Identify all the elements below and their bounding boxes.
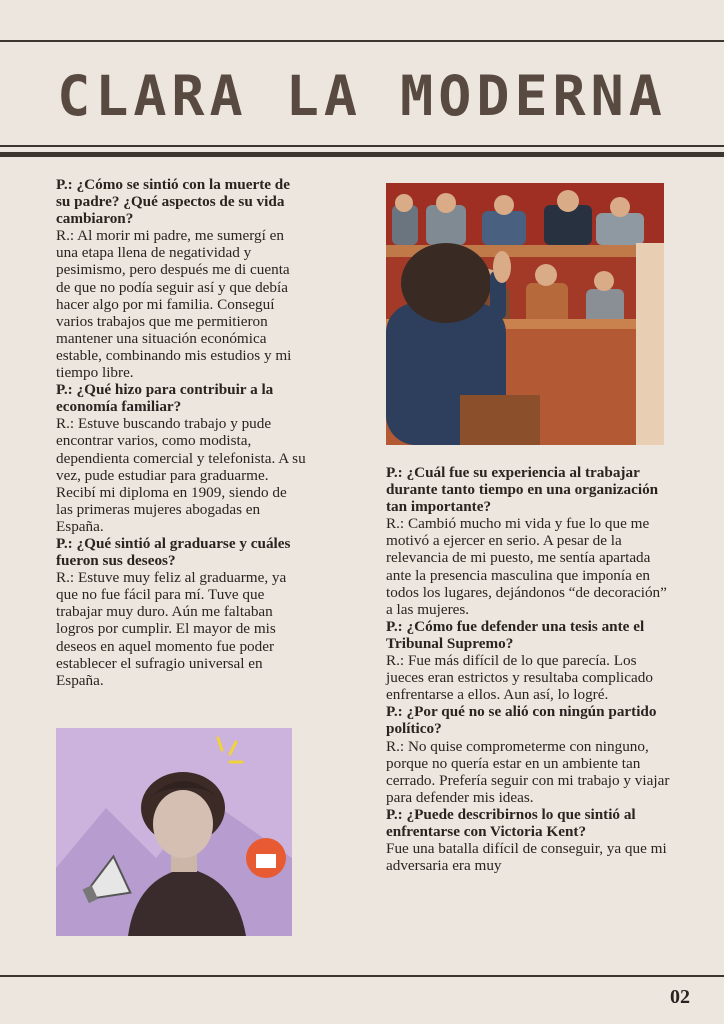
answer-2: R.: Estuve buscando trabajo y pude encontrar varios, como modista, dependienta comercial y telefonista. A su vez, pude estudiar para graduarme. Recibí mi diploma en 1909, siendo de las primeras mujeres abogadas en España. [56,415,306,535]
answer-5: R.: Fue más difícil de lo que parecía. Los jueces eran estrictos y resultaba complicado enfrentarse a ellos. Aun así, lo logré. [386,652,653,704]
clara-portrait-collage [56,728,292,936]
answer-7: Fue una batalla difícil de conseguir, ya que mi adversaria era muy [386,840,667,875]
answer-1: R.: Al morir mi padre, me sumergí en una etapa llena de negatividad y pesimismo, pero después me di cuenta de que no podía seguir así y que debía hacer algo por mi familia. Conseguí varios trabajos que me permitieron mantener una situación económica estable, combinando mis estudios y mi tiempo libre. [56,227,292,382]
question-1: P.: ¿Cómo se sintió con la muerte de su padre? ¿Qué aspectos de su vida cambiaron? [56,176,290,228]
title-rule-thin [0,145,724,147]
question-5: P.: ¿Cómo fue defender una tesis ante el Tribunal Supremo? [386,617,645,652]
answer-3: R.: Estuve muy feliz al graduarme, ya que no fue fácil para mí. Tuve que trabajar muy duro. Aún me faltaban logros por cumplir. El mayor de mis deseos en aquel momento fue poder establecer el sufragio universal en España. [56,569,287,689]
question-2: P.: ¿Qué hizo para contribuir a la economía familiar? [56,381,274,416]
answer-4: R.: Cambió mucho mi vida y fue lo que me motivó a ejercer en serio. A pesar de la relevancia de mi puesto, me sentía apartada ante la presencia masculina que imponía en todos los lugares, dejándonos “de decoración” a las mujeres. [386,515,667,618]
page-title: CLARA LA MODERNA [57,64,667,128]
answer-6: R.: No quise comprometerme con ninguno, porque no quería estar en un ambiente tan cerrado. Prefería seguir con mi trabajo y viajar para defender mis ideas. [386,737,670,806]
question-3: P.: ¿Qué sintió al graduarse y cuáles fueron sus deseos? [56,534,291,570]
page-number: 02 [670,986,690,1008]
footer-rule [0,975,724,977]
question-7: P.: ¿Puede describirnos lo que sintió al enfrentarse con Victoria Kent? [386,805,636,840]
parliament-illustration [386,183,664,445]
question-6: P.: ¿Por qué no se alió con ningún partido político? [386,703,657,738]
title-rule-thick [0,152,724,157]
right-column [386,464,670,874]
top-rule [0,40,724,42]
left-column [56,176,306,689]
question-4: P.: ¿Cuál fue su experiencia al trabajar durante tanto tiempo en una organización tan importante? [386,464,659,516]
